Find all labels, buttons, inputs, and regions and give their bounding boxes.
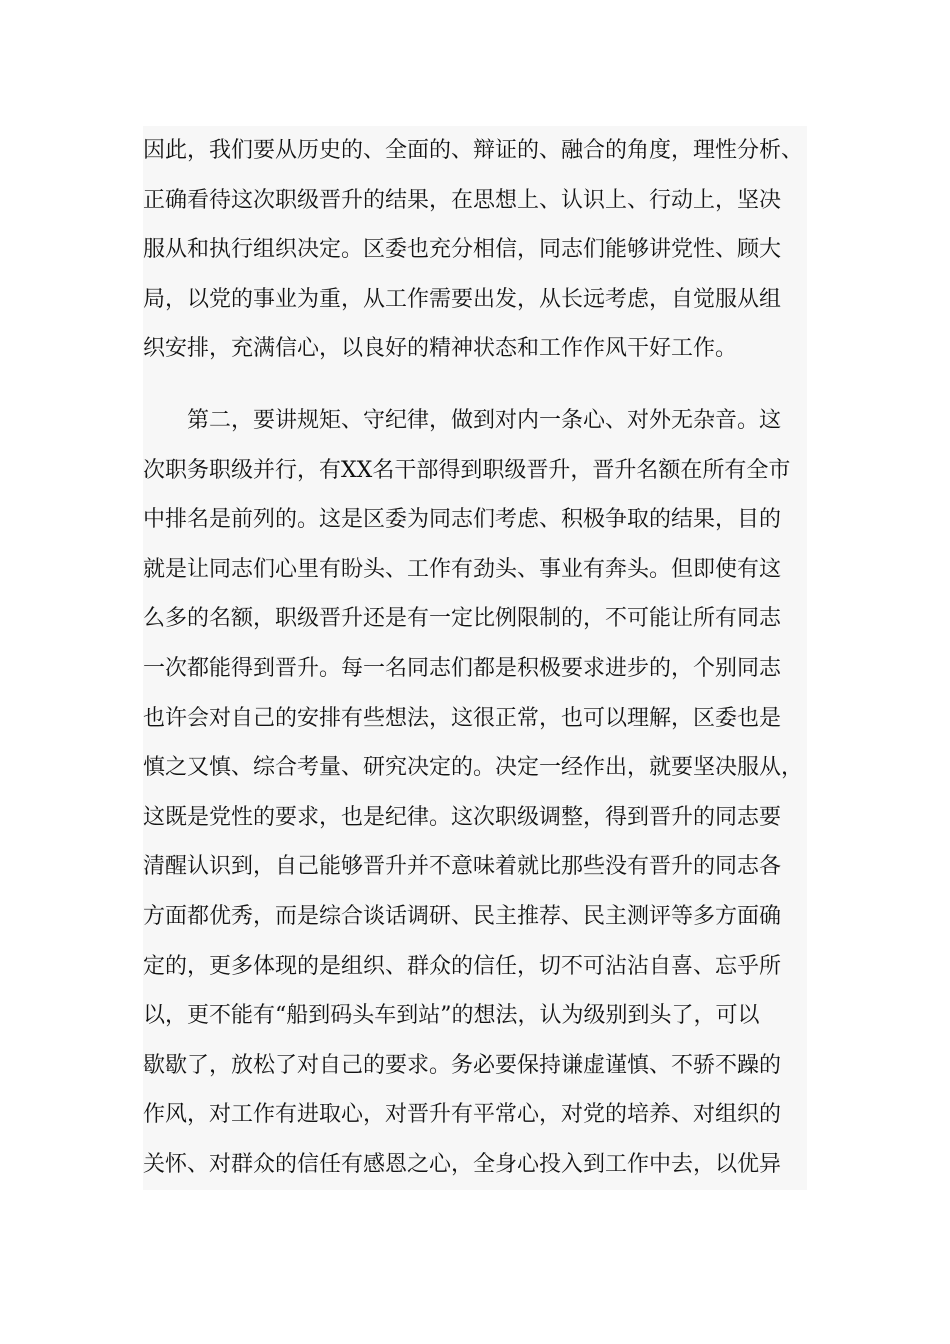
paragraph-1: [143, 126, 807, 374]
text-line: 方面都优秀，而是综合谈话调研、民主推荐、民主测评等多方面确: [143, 903, 782, 929]
text-line: 么多的名额，职级晋升还是有一定比例限制的，不可能让所有同志: [143, 606, 782, 632]
text-line: 次职务职级并行，有XX名干部得到职级晋升，晋升名额在所有全市: [143, 457, 791, 483]
text-line: 因此，我们要从历史的、全面的、辩证的、融合的角度，理性分析、: [143, 138, 804, 163]
text-line: 正确看待这次职级晋升的结果，在思想上、认识上、行动上，坚决: [143, 187, 782, 213]
text-line: 慎之又慎、综合考量、研究决定的。决定一经作出，就要坚决服从，: [143, 755, 804, 781]
text-line: 服从和执行组织决定。区委也充分相信，同志们能够讲党性、顾大: [143, 237, 782, 263]
paragraph-gap: [143, 374, 807, 396]
text-line: 织安排，充满信心，以良好的精神状态和工作作风干好工作。: [143, 336, 738, 362]
text-line: 清醒认识到，自己能够晋升并不意味着就比那些没有晋升的同志各: [143, 854, 782, 880]
text-line: 也许会对自己的安排有些想法，这很正常，也可以理解，区委也是: [143, 705, 782, 731]
text-line: 作风，对工作有进取心，对晋升有平常心，对党的培养、对组织的: [143, 1102, 782, 1128]
text-line: 第二，要讲规矩、守纪律，做到对内一条心、对外无杂音。这: [143, 408, 782, 433]
text-line: 这既是党性的要求，也是纪律。这次职级调整，得到晋升的同志要: [143, 804, 782, 830]
text-line: 就是让同志们心里有盼头、工作有劲头、事业有奔头。但即使有这: [143, 556, 782, 582]
text-line: 关怀、对群众的信任有感恩之心，全身心投入到工作中去，以优异: [143, 1151, 782, 1177]
text-line: 一次都能得到晋升。每一名同志们都是积极要求进步的，个别同志: [143, 655, 782, 681]
text-line: 以，更不能有“船到码头车到站”的想法，认为级别到头了，可以: [143, 1003, 760, 1029]
text-line: 局，以党的事业为重，从工作需要出发，从长远考虑，自觉服从组: [143, 286, 782, 312]
text-line: 中排名是前列的。这是区委为同志们考虑、积极争取的结果，目的: [143, 507, 782, 533]
text-line: 定的，更多体现的是组织、群众的信任，切不可沾沾自喜、忘乎所: [143, 953, 782, 979]
text-line: 歇歇了，放松了对自己的要求。务必要保持谦虚谨慎、不骄不躁的: [143, 1052, 782, 1078]
paragraph-2: [143, 396, 807, 1190]
